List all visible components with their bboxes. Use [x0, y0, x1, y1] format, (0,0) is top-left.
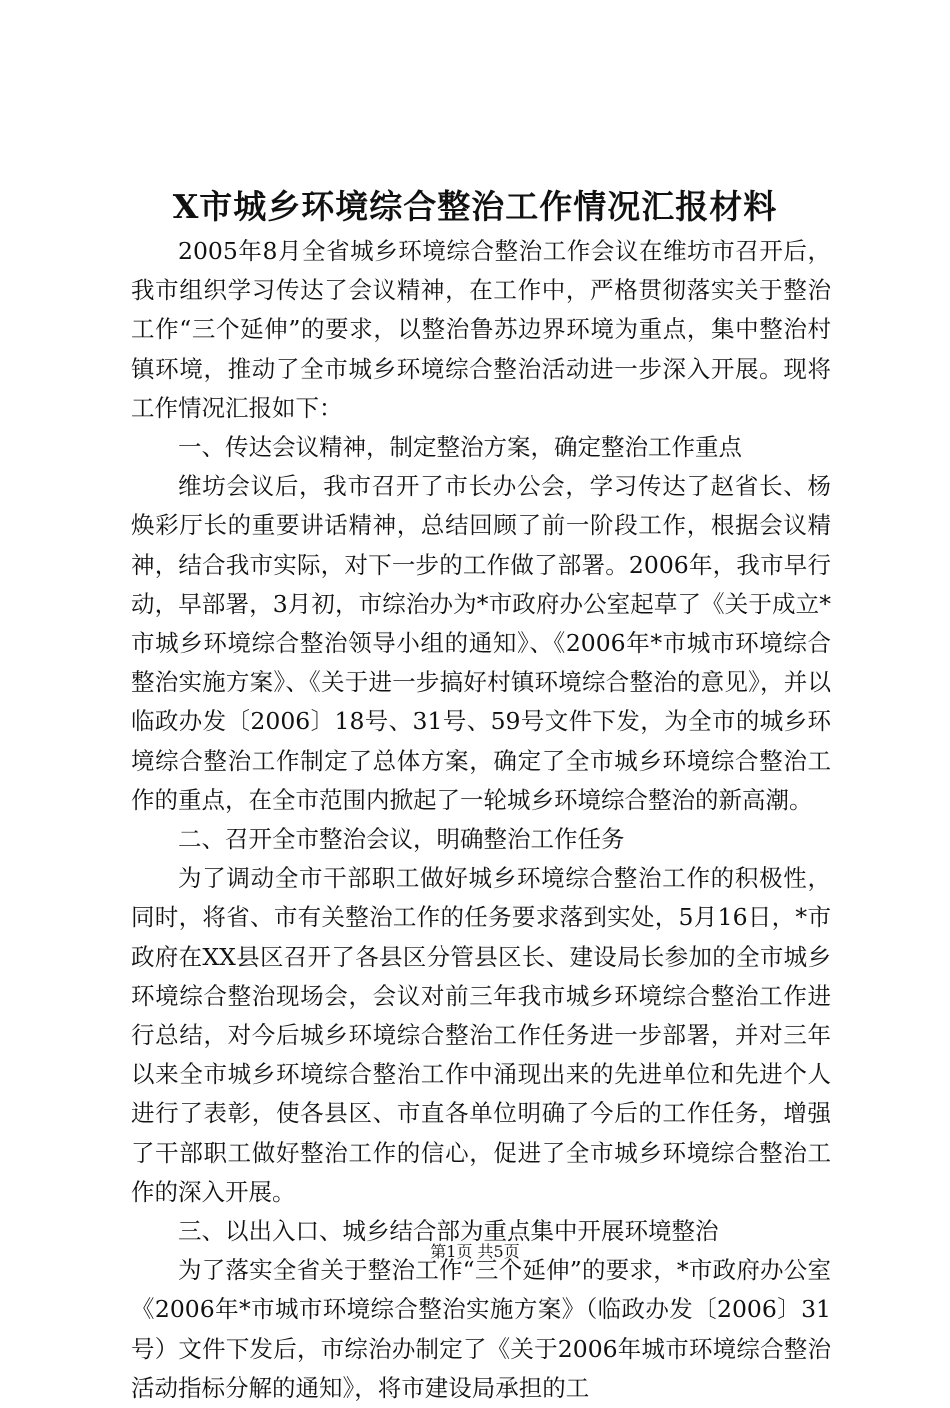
- section-1-paragraph: 维坊会议后，我市召开了市长办公会，学习传达了赵省长、杨焕彩厅长的重要讲话精神，总结回顾了前一阶段工作，根据会议精神，结合我市实际，对下一步的工作做了部署。2006年，我市早行动，早部署，3月初，市综治办为*市政府办公室起草了《关于成立*市城乡环境综合整治领导小组的通知》、《2006年*市城市环境综合整治实施方案》、《关于进一步搞好村镇环境综合整治的意见》，并以临政办发〔2006〕18号、31号、59号文件下发，为全市的城乡环境综合整治工作制定了总体方案，确定了全市城乡环境综合整治工作的重点，在全市范围内掀起了一轮城乡环境综合整治的新高潮。: [131, 472, 831, 814]
- document-body: [131, 232, 831, 1408]
- section-heading-1: 一、传达会议精神，制定整治方案，确定整治工作重点: [178, 433, 742, 462]
- section-heading-2: 二、召开全市整治会议，明确整治工作任务: [178, 825, 625, 854]
- section-2-paragraph: 为了调动全市干部职工做好城乡环境综合整治工作的积极性，同时，将省、市有关整治工作的任务要求落到实处，5月16日，*市政府在XX县区召开了各县区分管县区长、建设局长参加的全市城乡环境综合整治现场会，会议对前三年我市城乡环境综合整治工作进行总结，对今后城乡环境综合整治工作任务进一步部署，并对三年以来全市城乡环境综合整治工作中涌现出来的先进单位和先进个人进行了表彰，使各县区、市直各单位明确了今后的工作任务，增强了干部职工做好整治工作的信心，促进了全市城乡环境综合整治工作的深入开展。: [131, 864, 831, 1206]
- intro-paragraph: 2005年8月全省城乡环境综合整治工作会议在维坊市召开后，我市组织学习传达了会议精神，在工作中，严格贯彻落实关于整治工作“三个延伸”的要求，以整治鲁苏边界环境为重点，集中整治村镇环境，推动了全市城乡环境综合整治活动进一步深入开展。现将工作情况汇报如下：: [131, 237, 831, 422]
- document-title: X市城乡环境综合整治工作情况汇报材料: [172, 187, 778, 226]
- page-footer: 第1页 共5页: [430, 1242, 520, 1261]
- section-3-paragraph: 为了落实全省关于整治工作“三个延伸”的要求，*市政府办公室《2006年*市城市环境综合整治实施方案》（临政办发〔2006〕31号）文件下发后，市综治办制定了《关于2006年城市环境综合整治活动指标分解的通知》，将市建设局承担的工: [131, 1256, 831, 1402]
- section-heading-3: 三、以出入口、城乡结合部为重点集中开展环境整治: [178, 1217, 719, 1246]
